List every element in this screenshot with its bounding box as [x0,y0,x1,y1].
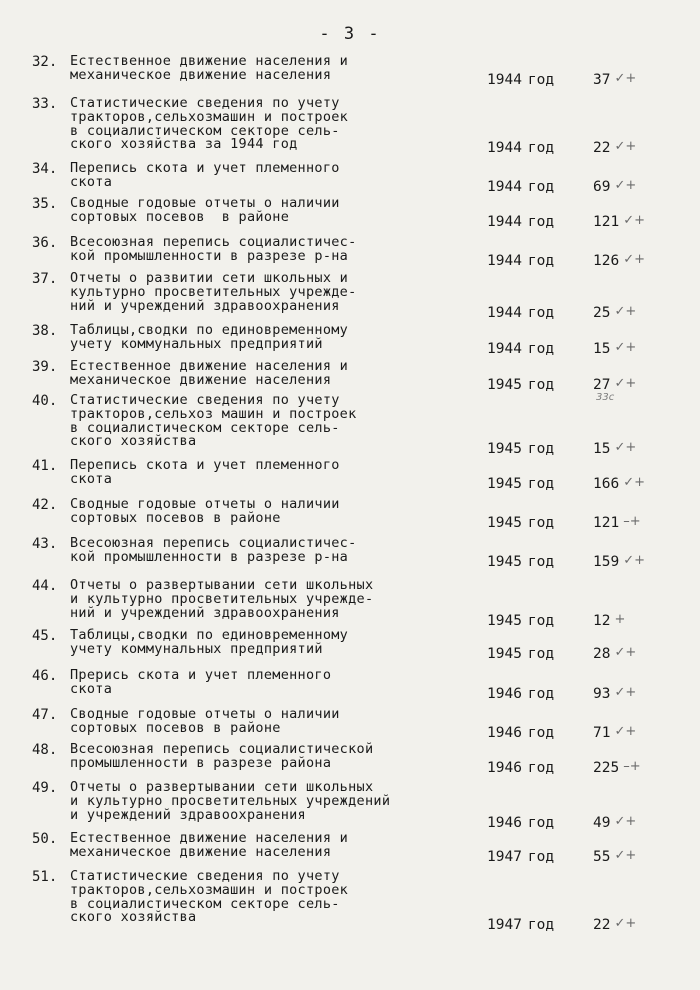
entry-year-unit: год [527,686,555,702]
entry-year-value: 1945 [487,476,522,492]
entry-sheet-count: 12 [593,613,611,629]
handwritten-check-mark: ✓+ [614,178,637,193]
entry-year [487,442,554,456]
entry-year-value: 1945 [487,646,522,662]
entry-title: Всесоюзная перепись социалистичес- кой промышленности в разрезе р-на [70,234,357,264]
entry-year [487,850,554,864]
handwritten-check-mark: –+ [623,514,641,529]
entry-year [487,614,554,628]
entry-title: Отчеты о развертывании сети школьных и культурно просветительных учреждений и учреждений здравоохранения [70,779,391,823]
entry-sheet-count: 69 [593,179,611,195]
entry-sheet-count: 121 [593,214,620,230]
entry-year-unit: год [527,377,555,393]
entry-sheet-count: 71 [593,725,611,741]
handwritten-check-mark: ✓+ [623,475,645,490]
entry-number: 34. [32,161,58,177]
entry-year [487,254,554,268]
entry-year [487,726,554,740]
entry-title: Статистические сведения по учету тракторов,сельхозмашин и построек в социалистическом секторе сель- ского хозяйства [70,868,349,926]
entry-title: Отчеты о развитии сети школьных и культурно просветительных учрежде- ний и учреждений здравоохранения [70,270,357,314]
handwritten-check-mark: ✓+ [614,139,637,154]
entry-year-value: 1945 [487,377,522,393]
entry-year-unit: год [527,760,555,776]
entry-year-unit: год [527,476,555,492]
handwritten-check-mark: ✓+ [614,440,637,455]
entry-title: Сводные годовые отчеты о наличии сортовых посевов в районе [70,496,340,526]
entry-year-unit: год [527,253,555,269]
handwritten-check-mark: ✓+ [623,252,645,267]
entry-sheet-count: 55 [593,849,611,865]
page-number: - 3 - [319,24,381,44]
entry-number: 37. [32,271,58,287]
entry-year-value: 1946 [487,760,522,776]
entry-title: Статистические сведения по учету тракторов,сельхоз машин и построек в социалистическом секторе сель- ского хозяйства [70,392,357,450]
entry-title: Сводные годовые отчеты о наличии сортовых посевов в районе [70,706,340,736]
handwritten-marginal-note: 33с [596,392,615,403]
entry-year-value: 1944 [487,179,522,195]
entry-year [487,647,554,661]
entry-sheet-count: 22 [593,917,611,933]
entry-title: Естественное движение населения и механическое движение населения [70,830,349,860]
handwritten-check-mark: ✓+ [623,213,645,228]
entry-year-unit: год [527,305,555,321]
entry-year [487,180,554,194]
entry-title: Таблицы,сводки по единовременному учету коммунальных предприятий [70,627,349,657]
entry-sheet-count: 15 [593,341,611,357]
entry-year-value: 1944 [487,140,522,156]
entry-year-value: 1944 [487,214,522,230]
entry-year-unit: год [527,917,555,933]
entry-number: 41. [32,458,58,474]
entry-year [487,342,554,356]
entry-sheet-count: 15 [593,441,611,457]
entry-year [487,516,554,530]
entry-year-unit: год [527,72,555,88]
handwritten-check-mark: + [614,612,626,627]
entry-title: Естественное движение населения и механическое движение населения [70,358,349,388]
entry-year-value: 1944 [487,305,522,321]
entry-sheet-count: 49 [593,815,611,831]
entry-title: Перепись скота и учет племенного скота [70,457,340,487]
entry-year-unit: год [527,815,555,831]
entry-year-unit: год [527,849,555,865]
entry-title: Таблицы,сводки по единовременному учету коммунальных предприятий [70,322,349,352]
entry-year-value: 1946 [487,686,522,702]
handwritten-check-mark: ✓+ [614,645,637,660]
entry-number: 33. [32,96,58,112]
handwritten-check-mark: ✓+ [614,814,637,829]
entry-year [487,477,554,491]
entry-year [487,555,554,569]
entry-sheet-count: 28 [593,646,611,662]
handwritten-check-mark: ✓+ [614,71,637,86]
handwritten-check-mark: ✓+ [614,724,637,739]
entry-year-unit: год [527,613,555,629]
entry-number: 45. [32,628,58,644]
entry-year-value: 1947 [487,917,522,933]
entry-sheet-count: 121 [593,515,620,531]
entry-number: 50. [32,831,58,847]
entry-sheet-count: 166 [593,476,620,492]
entry-number: 49. [32,780,58,796]
entry-year-value: 1944 [487,72,522,88]
entry-year-value: 1944 [487,341,522,357]
entry-sheet-count: 159 [593,554,620,570]
entry-title: Всесоюзная перепись социалистичес- кой промышленности в разрезе р-на [70,535,357,565]
handwritten-check-mark: ✓+ [614,848,637,863]
entry-number: 43. [32,536,58,552]
handwritten-check-mark: ✓+ [614,685,637,700]
handwritten-check-mark: ✓+ [614,376,637,391]
entry-year [487,687,554,701]
handwritten-check-mark: ✓+ [614,916,637,931]
entry-title: Перепись скота и учет племенного скота [70,160,340,190]
entry-year [487,73,554,87]
entry-year [487,215,554,229]
entry-number: 40. [32,393,58,409]
entry-year [487,816,554,830]
entry-title: Статистические сведения по учету тракторов,сельхозмашин и построек в социалистическом секторе сель- ского хозяйства за 1944 год [70,95,349,153]
entry-sheet-count: 37 [593,72,611,88]
entry-title: Сводные годовые отчеты о наличии сортовых посевов в районе [70,195,340,225]
handwritten-check-mark: –+ [623,759,641,774]
entry-number: 44. [32,578,58,594]
entry-sheet-count: 93 [593,686,611,702]
entry-year-unit: год [527,646,555,662]
entry-year-value: 1946 [487,815,522,831]
entry-title: Естественное движение населения и механическое движение населения [70,53,349,83]
entry-year-unit: год [527,725,555,741]
entry-year-unit: год [527,179,555,195]
entry-sheet-count: 25 [593,305,611,321]
entry-sheet-count: 225 [593,760,620,776]
entry-number: 39. [32,359,58,375]
entry-year-value: 1945 [487,554,522,570]
entry-title: Прepись скота и учет племенного скота [70,667,332,697]
entry-year-value: 1946 [487,725,522,741]
entry-number: 35. [32,196,58,212]
entry-year-value: 1945 [487,515,522,531]
entry-year-unit: год [527,341,555,357]
entry-year-value: 1947 [487,849,522,865]
entry-year-value: 1945 [487,613,522,629]
entry-number: 42. [32,497,58,513]
entry-year [487,918,554,932]
entry-number: 47. [32,707,58,723]
entry-year [487,141,554,155]
entry-year-unit: год [527,554,555,570]
entry-sheet-count: 27 [593,377,611,393]
entry-number: 36. [32,235,58,251]
entry-year-value: 1944 [487,253,522,269]
entry-title: Отчеты о развертывании сети школьных и культурно просветительных учрежде- ний и учреждений здравоохранения [70,577,374,621]
handwritten-check-mark: ✓+ [614,304,637,319]
entry-number: 32. [32,54,58,70]
handwritten-check-mark: ✓+ [614,340,637,355]
entry-number: 51. [32,869,58,885]
entry-number: 38. [32,323,58,339]
entry-number: 48. [32,742,58,758]
entry-sheet-count: 126 [593,253,620,269]
entry-year [487,378,554,392]
entry-sheet-count: 22 [593,140,611,156]
entry-year-value: 1945 [487,441,522,457]
entry-year-unit: год [527,441,555,457]
entry-year [487,761,554,775]
handwritten-check-mark: ✓+ [623,553,645,568]
entry-title: Всесоюзная перепись социалистической промышленности в разрезе района [70,741,374,771]
entry-year [487,306,554,320]
entry-number: 46. [32,668,58,684]
entry-year-unit: год [527,140,555,156]
entry-year-unit: год [527,214,555,230]
entry-year-unit: год [527,515,555,531]
